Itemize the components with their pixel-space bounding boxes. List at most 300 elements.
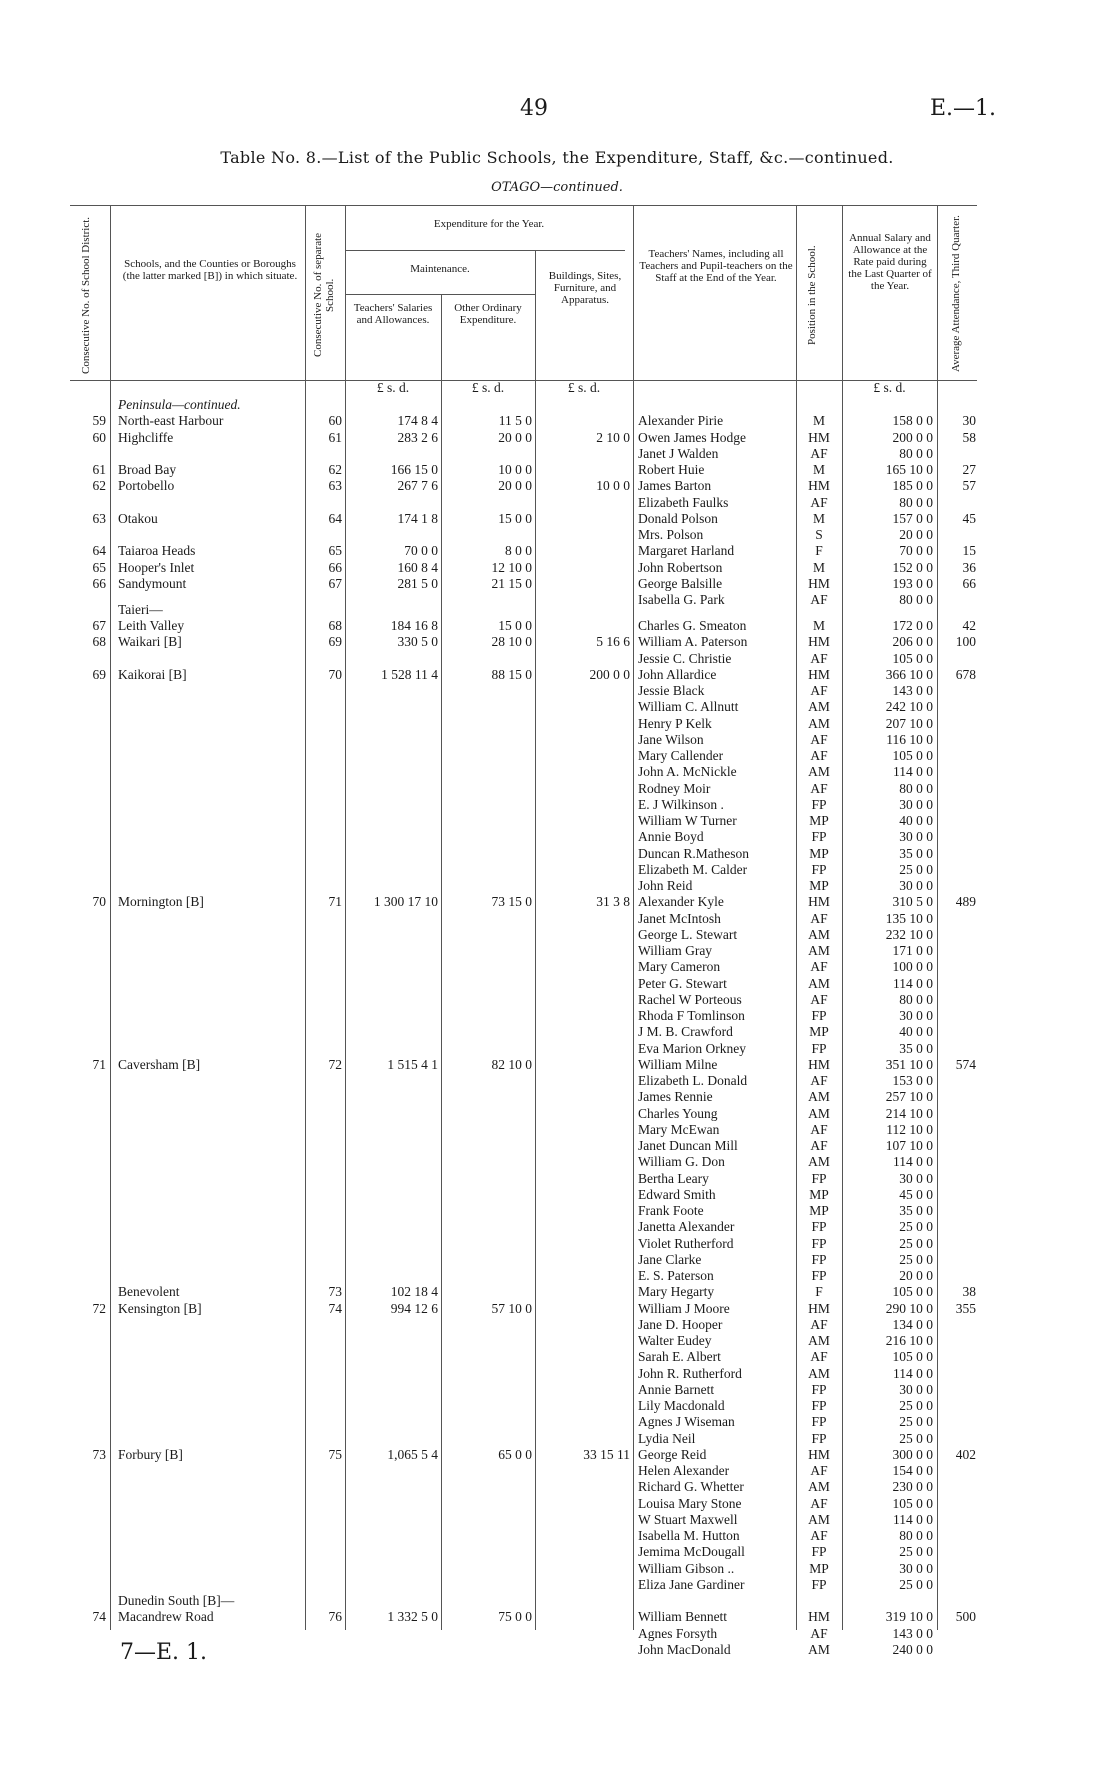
teacher-position: FP [811, 1040, 827, 1056]
teacher-position: AF [810, 780, 828, 796]
teacher-salary: 25 0 0 [899, 1251, 933, 1267]
other-expenditure: 15 0 0 [498, 510, 532, 526]
teacher-salary: 114 0 0 [893, 1511, 933, 1527]
teacher-salary: 105 0 0 [892, 1284, 933, 1300]
teacher-name: John R. Rutherford [638, 1365, 742, 1381]
teacher-name: Janet McIntosh [638, 910, 721, 926]
teacher-position: AF [810, 683, 828, 698]
average-attendance: 355 [955, 1300, 976, 1316]
header-teachers: Teachers' Names, including all Teachers and Pupil-teachers on the Staff at the End of the Year. [639, 248, 793, 284]
header-buildings: Buildings, Sites, Furniture, and Apparatus. [548, 270, 622, 306]
teacher-salary: 207 10 0 [885, 715, 933, 731]
teacher-name: E. J Wilkinson . [638, 796, 724, 812]
teacher-salary: 152 0 0 [892, 559, 933, 575]
teacher-position: MP [809, 1560, 829, 1576]
district-number: 74 [92, 1609, 106, 1625]
col-rule [796, 205, 797, 1630]
page-number: 49 [520, 96, 548, 121]
school-name: Peninsula—continued. [118, 397, 241, 412]
teacher-salary: 300 0 0 [892, 1446, 933, 1462]
district-number: 69 [92, 666, 106, 682]
teacher-position: AM [808, 1511, 830, 1527]
teacher-position: AF [810, 959, 828, 975]
school-number: 61 [328, 429, 342, 445]
teacher-name: William Milne [638, 1056, 718, 1072]
header-attendance: Average Attendance, Third Quarter. [950, 215, 962, 373]
teacher-position: AF [810, 592, 828, 607]
teacher-name: E. S. Paterson [638, 1268, 714, 1283]
teacher-name: Alexander Pirie [638, 413, 724, 429]
teacher-salary: 30 0 0 [899, 1170, 933, 1186]
district-number: 61 [92, 462, 106, 477]
school-number: 73 [328, 1284, 342, 1300]
teacher-salary: 185 0 0 [892, 478, 933, 494]
teacher-name: Lily Macdonald [638, 1398, 725, 1413]
teacher-name: Isabella M. Hutton [638, 1528, 740, 1543]
average-attendance: 489 [955, 894, 976, 910]
teacher-name: Peter G. Stewart [638, 975, 727, 991]
teacher-name: Annie Barnett [638, 1381, 715, 1397]
district-number: 64 [92, 543, 106, 559]
average-attendance: 15 [962, 543, 976, 559]
teacher-name: Jemima McDougall [638, 1544, 745, 1560]
other-expenditure: 88 15 0 [491, 666, 532, 682]
school-name: Caversham [B] [118, 1056, 201, 1072]
salaries-amount: 330 5 0 [397, 634, 438, 650]
school-name: Hooper's Inlet [118, 559, 195, 575]
col-rule [633, 205, 634, 1630]
teacher-position: FP [811, 1219, 827, 1235]
salaries-amount: 102 18 4 [390, 1284, 438, 1300]
average-attendance: 42 [962, 618, 976, 633]
teacher-name: Rachel W Porteous [638, 991, 742, 1007]
teacher-position: AF [810, 731, 828, 747]
teacher-name: William J Moore [638, 1300, 730, 1316]
teacher-position: M [812, 413, 825, 429]
teacher-salary: 105 0 0 [892, 1349, 933, 1365]
teacher-salary: 351 10 0 [885, 1056, 933, 1072]
teacher-name: Mary Hegarty [638, 1284, 715, 1300]
teacher-salary: 143 0 0 [892, 1625, 933, 1641]
teacher-position: AM [808, 1154, 830, 1170]
teacher-position: AF [810, 1349, 828, 1365]
teacher-position: F [815, 543, 823, 559]
teacher-salary: 35 0 0 [899, 1203, 933, 1218]
teacher-name: Robert Huie [638, 462, 705, 477]
average-attendance: 36 [962, 559, 976, 575]
teacher-position: HM [808, 894, 830, 910]
buildings-amount: 10 0 0 [596, 478, 630, 494]
teacher-name: John A. McNickle [638, 764, 737, 780]
teacher-salary: 230 0 0 [892, 1479, 933, 1495]
teacher-position: AM [808, 1089, 830, 1105]
teacher-salary: 80 0 0 [899, 780, 933, 796]
teacher-position: AF [810, 748, 828, 763]
header-maintenance: Maintenance. [410, 263, 470, 275]
district-number: 73 [92, 1446, 106, 1462]
teacher-position: AF [810, 1463, 828, 1478]
teacher-name: Janet J Walden [638, 445, 719, 461]
lsd-marker: £ s. d. [471, 380, 505, 395]
teacher-salary: 114 0 0 [893, 975, 933, 991]
school-name: Waikari [B] [118, 634, 182, 650]
teacher-salary: 154 0 0 [892, 1463, 933, 1478]
other-expenditure: 12 10 0 [491, 559, 532, 575]
salaries-amount: 1 515 4 1 [387, 1056, 438, 1072]
school-name: Kaikorai [B] [118, 666, 187, 682]
teacher-name: Rhoda F Tomlinson [638, 1008, 745, 1023]
teacher-salary: 35 0 0 [899, 845, 933, 861]
teacher-position: HM [808, 1056, 830, 1072]
teacher-position: FP [811, 1381, 827, 1397]
table-subtitle: OTAGO—continued. [491, 180, 623, 195]
teacher-salary: 200 0 0 [892, 429, 933, 445]
teacher-name: Henry P Kelk [638, 715, 712, 731]
school-name: Sandymount [118, 575, 187, 591]
teacher-name: Rodney Moir [638, 780, 711, 796]
school-number: 60 [328, 413, 342, 429]
header-district-no: Consecutive No. of School District. [80, 216, 92, 374]
school-name: Benevolent [118, 1284, 180, 1300]
teacher-position: HM [808, 634, 830, 650]
school-name: North-east Harbour [118, 413, 224, 429]
buildings-amount: 33 15 11 [583, 1446, 630, 1462]
maintenance-rule [345, 294, 535, 295]
teacher-salary: 171 0 0 [892, 943, 933, 958]
teacher-salary: 100 0 0 [892, 959, 933, 975]
teacher-salary: 30 0 0 [899, 878, 933, 893]
school-name: Dunedin South [B]— [118, 1593, 235, 1608]
teacher-name: Eva Marion Orkney [638, 1040, 746, 1056]
school-number: 68 [328, 618, 342, 633]
teacher-salary: 214 10 0 [885, 1105, 933, 1121]
salaries-amount: 1 300 17 10 [373, 894, 438, 910]
teacher-position: HM [808, 666, 830, 682]
teacher-name: Owen James Hodge [638, 429, 746, 445]
buildings-amount: 2 10 0 [596, 429, 630, 445]
page-footer: 7—E. 1. [120, 1640, 208, 1665]
teacher-name: Janetta Alexander [638, 1219, 735, 1235]
teacher-salary: 25 0 0 [899, 1414, 933, 1430]
teacher-name: Louisa Mary Stone [638, 1495, 742, 1511]
teacher-salary: 165 10 0 [885, 462, 933, 477]
teacher-salary: 107 10 0 [885, 1138, 933, 1153]
salaries-amount: 184 16 8 [390, 618, 438, 633]
teacher-position: FP [811, 796, 827, 812]
district-number: 65 [92, 559, 106, 575]
other-expenditure: 8 0 0 [505, 543, 532, 559]
header-salary: Annual Salary and Allowance at the Rate paid during the Last Quarter of the Year. [848, 232, 932, 292]
teacher-position: HM [808, 478, 830, 494]
teacher-salary: 80 0 0 [899, 1528, 933, 1543]
teacher-name: William Gibson .. [638, 1560, 735, 1576]
col-rule [535, 250, 536, 1630]
teacher-name: Jane Clarke [638, 1251, 702, 1267]
school-name: Taiaroa Heads [118, 543, 196, 559]
teacher-name: Janet Duncan Mill [638, 1138, 738, 1153]
teacher-position: AM [808, 699, 830, 715]
teacher-position: MP [809, 1186, 829, 1202]
average-attendance: 500 [955, 1609, 976, 1625]
teacher-name: Elizabeth M. Calder [638, 861, 748, 877]
teacher-salary: 30 0 0 [899, 1560, 933, 1576]
district-number: 70 [92, 894, 106, 910]
teacher-position: MP [809, 1024, 829, 1040]
school-number: 71 [328, 894, 342, 910]
school-number: 62 [328, 462, 342, 477]
salaries-amount: 1,065 5 4 [387, 1446, 438, 1462]
district-number: 68 [92, 634, 106, 650]
teacher-name: James Rennie [638, 1089, 713, 1105]
teacher-salary: 40 0 0 [899, 813, 933, 828]
teacher-name: William C. Allnutt [638, 699, 739, 715]
teacher-position: MP [809, 813, 829, 828]
teacher-position: FP [811, 1235, 827, 1251]
teacher-salary: 143 0 0 [892, 683, 933, 698]
salaries-amount: 160 8 4 [397, 559, 438, 575]
teacher-name: Agnes J Wiseman [638, 1414, 735, 1430]
teacher-name: Elizabeth Faulks [638, 494, 729, 510]
teacher-position: M [812, 559, 825, 575]
average-attendance: 58 [962, 429, 976, 445]
lsd-marker: £ s. d. [567, 380, 601, 395]
table-title: Table No. 8.—List of the Public Schools, the Expenditure, Staff, &c.—continued. [220, 148, 894, 167]
teacher-salary: 157 0 0 [892, 510, 933, 526]
school-number: 69 [328, 634, 342, 650]
teacher-name: Charles G. Smeaton [638, 618, 747, 633]
other-expenditure: 21 15 0 [491, 575, 532, 591]
teacher-name: Richard G. Whetter [638, 1479, 744, 1495]
district-number: 66 [92, 575, 106, 591]
teacher-name: Jane Wilson [638, 731, 704, 747]
teacher-name: Agnes Forsyth [638, 1625, 718, 1641]
average-attendance: 30 [962, 413, 976, 429]
average-attendance: 57 [962, 478, 976, 494]
teacher-name: Helen Alexander [638, 1463, 730, 1478]
district-number: 59 [92, 413, 106, 429]
teacher-salary: 105 0 0 [892, 650, 933, 666]
other-expenditure: 75 0 0 [498, 1609, 532, 1625]
teacher-name: William G. Don [638, 1154, 725, 1170]
teacher-name: Sarah E. Albert [638, 1349, 721, 1365]
teacher-salary: 25 0 0 [899, 1235, 933, 1251]
teacher-name: Mrs. Polson [638, 527, 704, 542]
header-position: Position in the School. [806, 245, 818, 345]
expenditure-rule [345, 250, 625, 251]
average-attendance: 678 [955, 666, 976, 682]
teacher-salary: 40 0 0 [899, 1024, 933, 1040]
school-name: Mornington [B] [118, 894, 204, 910]
school-name: Taieri— [118, 601, 163, 617]
salaries-amount: 166 15 0 [390, 462, 438, 477]
teacher-position: AF [810, 445, 828, 461]
teacher-position: AM [808, 975, 830, 991]
teacher-position: FP [811, 1008, 827, 1023]
teacher-salary: 25 0 0 [899, 1544, 933, 1560]
salaries-amount: 994 12 6 [390, 1300, 438, 1316]
teacher-position: AM [808, 926, 830, 942]
teacher-position: FP [811, 829, 827, 845]
school-name: Macandrew Road [118, 1609, 214, 1625]
teacher-position: AM [808, 943, 830, 958]
teacher-salary: 193 0 0 [892, 575, 933, 591]
series-code: E.—1. [929, 96, 996, 121]
other-expenditure: 82 10 0 [491, 1056, 532, 1072]
salaries-amount: 1 332 5 0 [387, 1609, 438, 1625]
district-number: 62 [92, 478, 106, 494]
header-top-rule [70, 205, 977, 206]
teacher-position: AF [810, 910, 828, 926]
teacher-salary: 114 0 0 [893, 1154, 933, 1170]
teacher-salary: 114 0 0 [893, 1365, 933, 1381]
teacher-salary: 25 0 0 [899, 861, 933, 877]
teacher-salary: 25 0 0 [899, 1398, 933, 1413]
teacher-name: John Reid [638, 878, 693, 893]
salaries-amount: 1 528 11 4 [381, 666, 438, 682]
teacher-position: FP [811, 1430, 827, 1446]
school-name: Kensington [B] [118, 1300, 202, 1316]
teacher-position: HM [808, 429, 830, 445]
teacher-name: Walter Eudey [638, 1333, 712, 1348]
teacher-salary: 105 0 0 [892, 748, 933, 763]
teacher-position: AF [810, 991, 828, 1007]
lsd-marker: £ s. d. [376, 380, 410, 395]
teacher-salary: 216 10 0 [885, 1333, 933, 1348]
teacher-name: Jane D. Hooper [638, 1316, 723, 1332]
teacher-name: George Reid [638, 1446, 707, 1462]
teacher-name: Violet Rutherford [638, 1235, 734, 1251]
teacher-name: Jessie Black [638, 683, 705, 698]
other-expenditure: 65 0 0 [498, 1446, 532, 1462]
teacher-name: Alexander Kyle [638, 894, 724, 910]
teacher-salary: 310 5 0 [892, 894, 933, 910]
teacher-salary: 45 0 0 [899, 1186, 933, 1202]
teacher-salary: 30 0 0 [899, 1381, 933, 1397]
school-name: Forbury [B] [118, 1446, 183, 1462]
teacher-salary: 105 0 0 [892, 1495, 933, 1511]
teacher-position: AF [810, 1138, 828, 1153]
header-expenditure: Expenditure for the Year. [433, 218, 545, 230]
school-name: Leith Valley [118, 618, 185, 633]
teacher-name: Mary Callender [638, 748, 724, 763]
teacher-salary: 114 0 0 [893, 764, 933, 780]
average-attendance: 100 [955, 634, 976, 650]
header-schools: Schools, and the Counties or Boroughs (the latter marked [B]) in which situate. [122, 258, 298, 282]
district-number: 67 [92, 618, 106, 633]
teacher-name: William Bennett [638, 1609, 728, 1625]
school-number: 72 [328, 1056, 342, 1072]
teacher-salary: 80 0 0 [899, 592, 933, 607]
teacher-salary: 232 10 0 [885, 926, 933, 942]
teacher-salary: 25 0 0 [899, 1219, 933, 1235]
teacher-position: FP [811, 1576, 827, 1592]
teacher-name: George Balsille [638, 575, 723, 591]
district-number: 63 [92, 510, 106, 526]
other-expenditure: 15 0 0 [498, 618, 532, 633]
teacher-salary: 290 10 0 [885, 1300, 933, 1316]
teacher-salary: 240 0 0 [892, 1641, 933, 1657]
teacher-position: M [812, 510, 825, 526]
teacher-salary: 20 0 0 [899, 527, 933, 542]
school-name: Otakou [118, 510, 158, 526]
teacher-salary: 242 10 0 [885, 699, 933, 715]
teacher-salary: 30 0 0 [899, 1008, 933, 1023]
teacher-salary: 158 0 0 [892, 413, 933, 429]
teacher-name: W Stuart Maxwell [638, 1511, 738, 1527]
school-number: 64 [328, 510, 342, 526]
other-expenditure: 20 0 0 [498, 478, 532, 494]
salaries-amount: 267 7 6 [397, 478, 438, 494]
teacher-name: Jessie C. Christie [638, 650, 732, 666]
teacher-salary: 30 0 0 [899, 796, 933, 812]
header-other: Other Ordinary Expenditure. [454, 302, 522, 326]
district-number: 60 [92, 429, 106, 445]
average-attendance: 402 [955, 1446, 976, 1462]
school-number: 66 [328, 559, 342, 575]
average-attendance: 27 [962, 462, 976, 477]
teacher-salary: 80 0 0 [899, 494, 933, 510]
teacher-position: AF [810, 1073, 828, 1088]
teacher-name: William Gray [638, 943, 713, 958]
teacher-salary: 20 0 0 [899, 1268, 933, 1283]
teacher-salary: 25 0 0 [899, 1576, 933, 1592]
teacher-salary: 116 10 0 [886, 731, 933, 747]
teacher-name: William W Turner [638, 813, 737, 828]
teacher-position: AF [810, 1528, 828, 1543]
teacher-position: FP [811, 1251, 827, 1267]
teacher-position: S [815, 527, 823, 542]
teacher-position: FP [811, 1544, 827, 1560]
teacher-position: AF [810, 1625, 828, 1641]
teacher-salary: 153 0 0 [892, 1073, 933, 1088]
teacher-name: William A. Paterson [638, 634, 748, 650]
teacher-name: Frank Foote [638, 1203, 704, 1218]
school-name: Broad Bay [118, 462, 177, 477]
teacher-name: John MacDonald [638, 1641, 731, 1657]
teacher-salary: 135 10 0 [885, 910, 933, 926]
lsd-marker: £ s. d. [873, 380, 906, 395]
buildings-amount: 31 3 8 [596, 894, 630, 910]
teacher-name: James Barton [638, 478, 712, 494]
school-number: 67 [328, 575, 342, 591]
teacher-salary: 30 0 0 [899, 829, 933, 845]
other-expenditure: 73 15 0 [491, 894, 532, 910]
teacher-salary: 80 0 0 [899, 991, 933, 1007]
teacher-position: MP [809, 1203, 829, 1218]
average-attendance: 38 [962, 1284, 976, 1300]
teacher-position: FP [811, 1268, 827, 1283]
teacher-name: Margaret Harland [638, 543, 735, 559]
teacher-name: Charles Young [638, 1105, 718, 1121]
col-rule [441, 294, 442, 1630]
teacher-name: Annie Boyd [638, 829, 704, 845]
teacher-name: Mary Cameron [638, 959, 721, 975]
salaries-amount: 174 8 4 [397, 413, 438, 429]
teacher-position: AM [808, 1105, 830, 1121]
school-number: 74 [328, 1300, 342, 1316]
district-number: 72 [92, 1300, 106, 1316]
teacher-position: FP [811, 1398, 827, 1413]
salaries-amount: 283 2 6 [397, 429, 438, 445]
teacher-position: M [812, 462, 825, 477]
school-number: 76 [328, 1609, 342, 1625]
header-salaries: Teachers' Salaries and Allowances. [353, 302, 433, 326]
teacher-salary: 25 0 0 [899, 1430, 933, 1446]
teacher-position: MP [809, 878, 829, 893]
teacher-position: AM [808, 764, 830, 780]
col-rule [937, 205, 938, 1630]
other-expenditure: 11 5 0 [498, 413, 532, 429]
